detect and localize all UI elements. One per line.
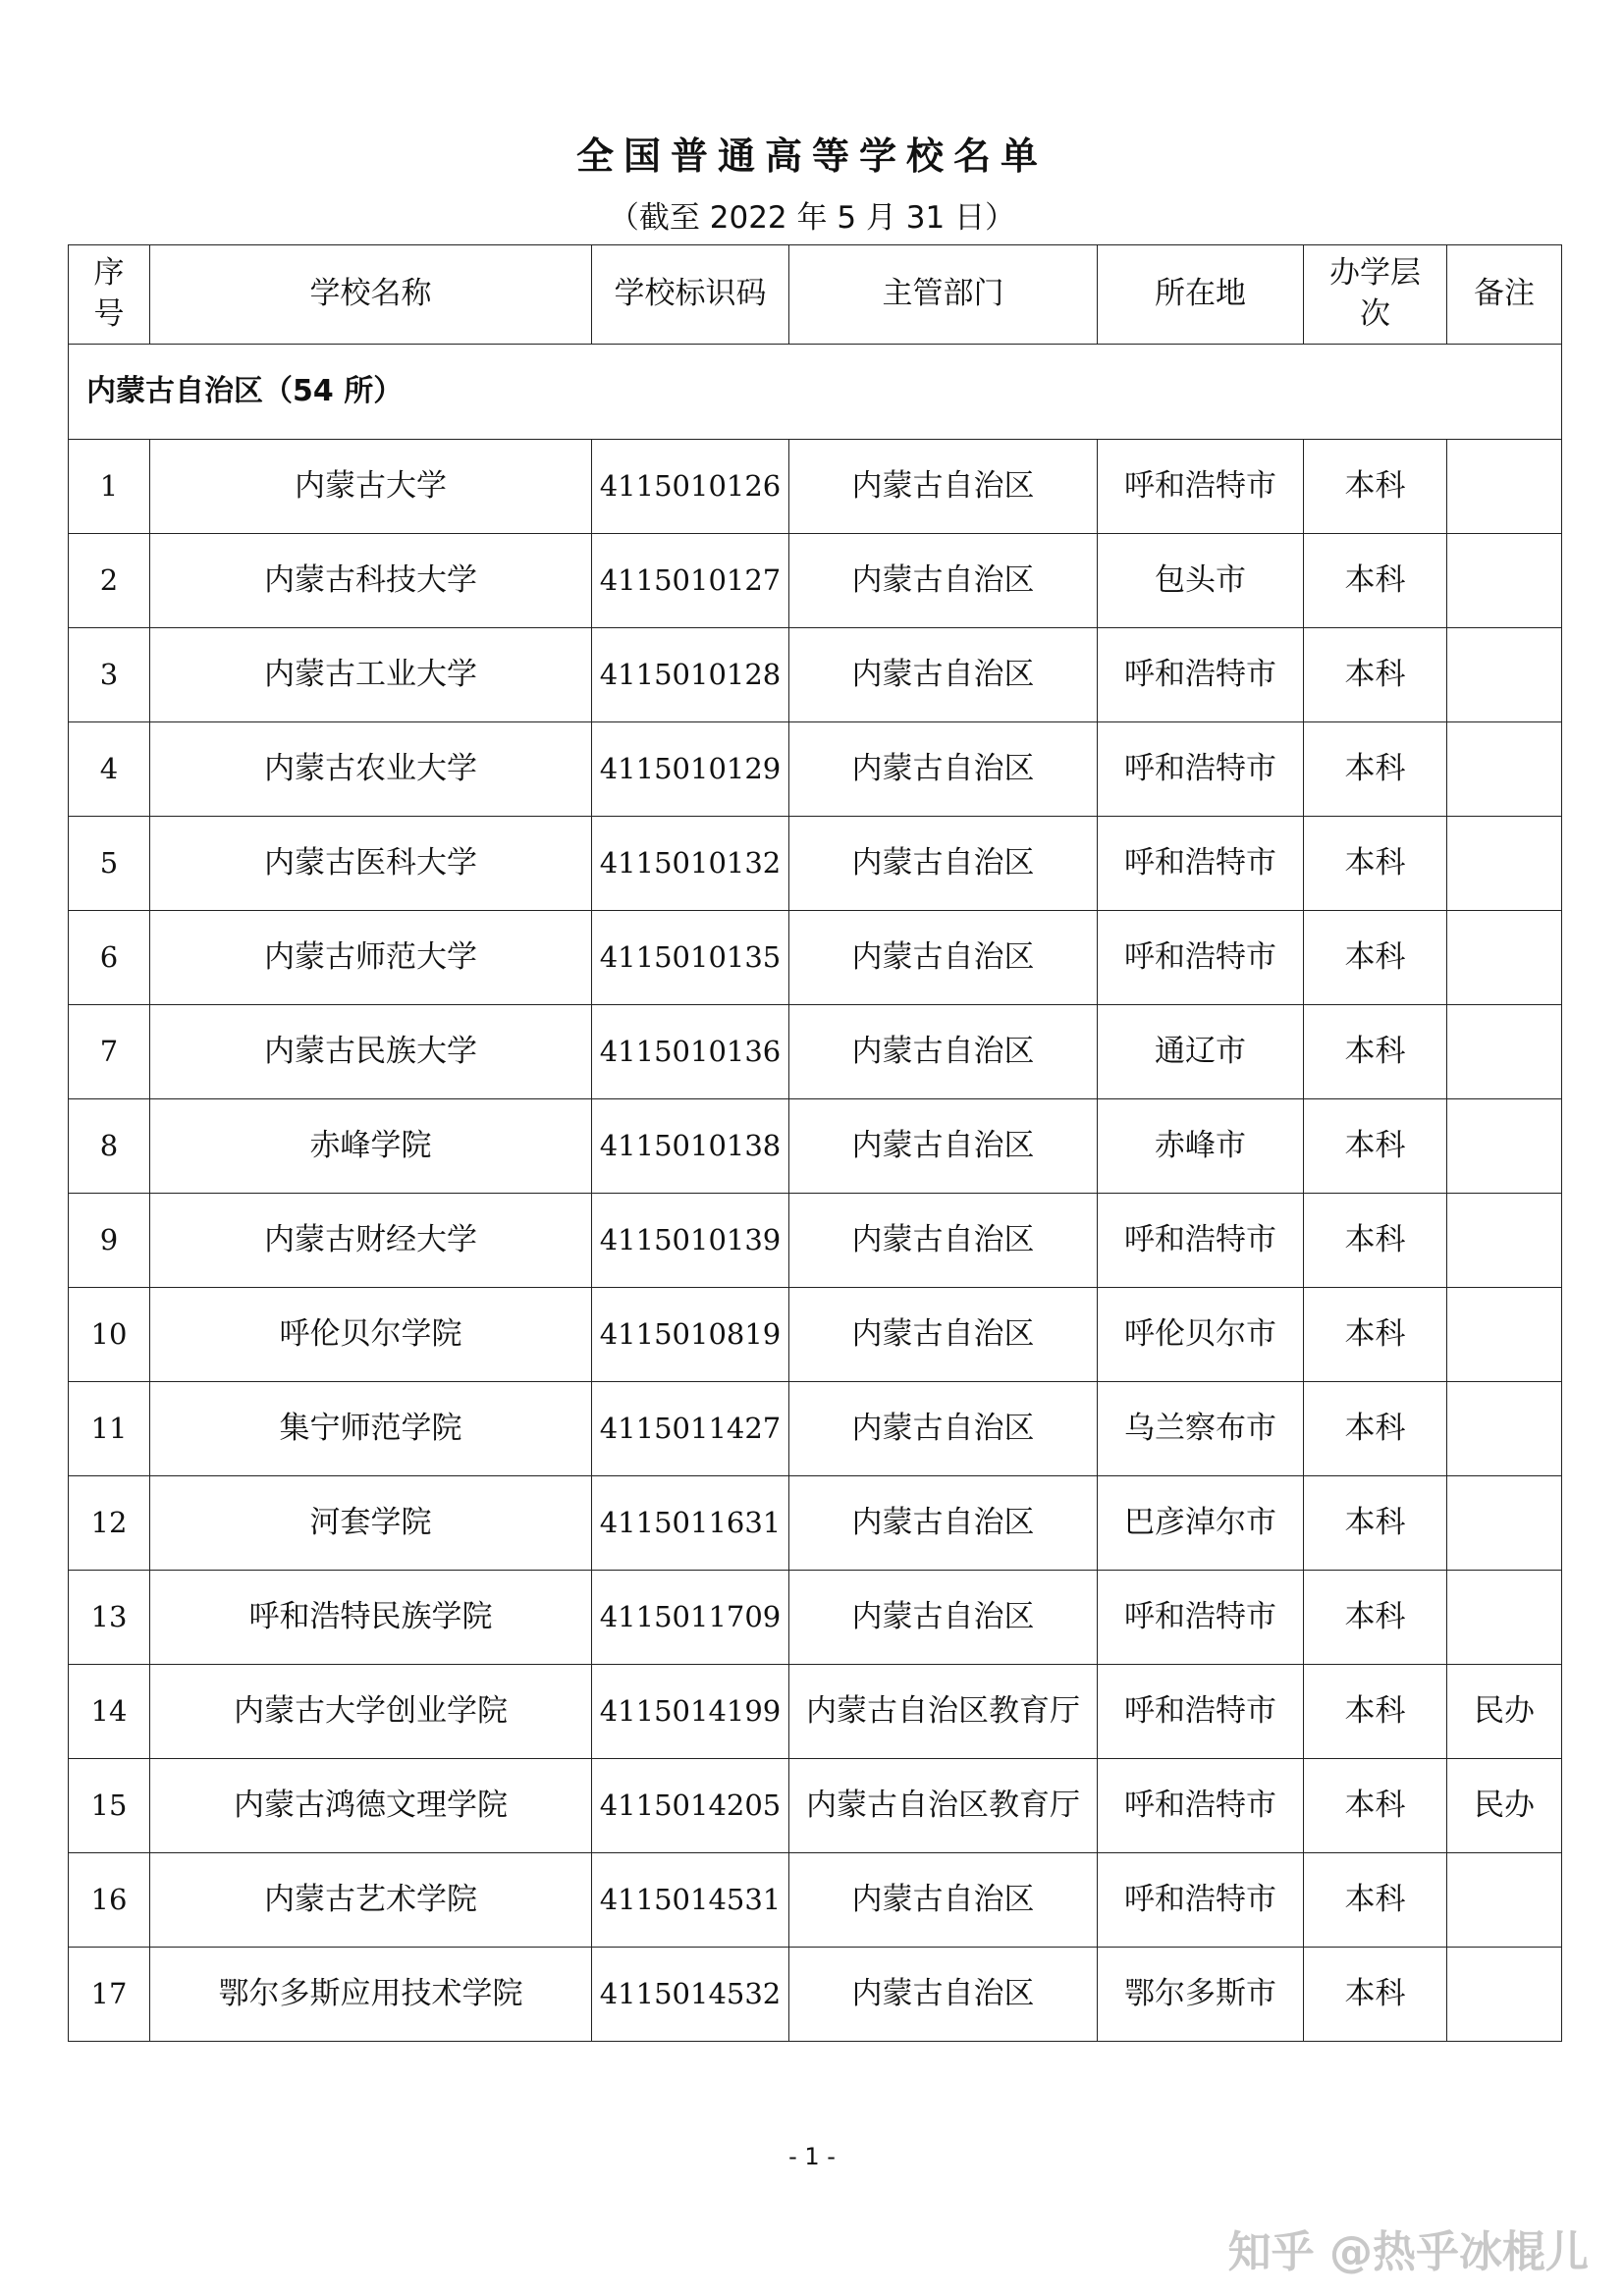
cell-code: 4115010136	[592, 1005, 789, 1099]
cell-note	[1447, 817, 1562, 911]
cell-seq: 13	[69, 1571, 150, 1665]
cell-location: 包头市	[1098, 534, 1304, 628]
table-row	[69, 911, 1562, 1005]
cell-note	[1447, 1571, 1562, 1665]
table-row	[69, 1476, 1562, 1571]
cell-note	[1447, 440, 1562, 534]
cell-level: 本科	[1304, 1005, 1447, 1099]
cell-location: 呼和浩特市	[1098, 911, 1304, 1005]
cell-seq: 12	[69, 1476, 150, 1571]
cell-seq: 11	[69, 1382, 150, 1476]
cell-seq: 4	[69, 722, 150, 817]
cell-dept: 内蒙古自治区教育厅	[789, 1759, 1098, 1853]
cell-level: 本科	[1304, 911, 1447, 1005]
cell-dept: 内蒙古自治区	[789, 1853, 1098, 1948]
table-row	[69, 628, 1562, 722]
table-row	[69, 1665, 1562, 1759]
cell-note	[1447, 534, 1562, 628]
cell-note	[1447, 911, 1562, 1005]
cell-level: 本科	[1304, 1194, 1447, 1288]
cell-code: 4115010138	[592, 1099, 789, 1194]
cell-seq: 6	[69, 911, 150, 1005]
cell-name: 呼伦贝尔学院	[150, 1288, 592, 1382]
cell-name: 内蒙古科技大学	[150, 534, 592, 628]
cell-level: 本科	[1304, 1665, 1447, 1759]
cell-note	[1447, 1099, 1562, 1194]
cell-name: 内蒙古工业大学	[150, 628, 592, 722]
cell-level: 本科	[1304, 1099, 1447, 1194]
header-level: 办学层次	[1304, 245, 1447, 345]
cell-location: 巴彦淖尔市	[1098, 1476, 1304, 1571]
page-number: - 1 -	[788, 2143, 836, 2170]
table-row	[69, 1288, 1562, 1382]
cell-seq: 16	[69, 1853, 150, 1948]
cell-seq: 7	[69, 1005, 150, 1099]
cell-dept: 内蒙古自治区	[789, 911, 1098, 1005]
cell-note	[1447, 1853, 1562, 1948]
cell-code: 4115010126	[592, 440, 789, 534]
table-row	[69, 1194, 1562, 1288]
cell-location: 呼和浩特市	[1098, 722, 1304, 817]
cell-level: 本科	[1304, 1853, 1447, 1948]
cell-dept: 内蒙古自治区	[789, 1476, 1098, 1571]
cell-location: 赤峰市	[1098, 1099, 1304, 1194]
cell-dept: 内蒙古自治区	[789, 1288, 1098, 1382]
cell-code: 4115010128	[592, 628, 789, 722]
cell-code: 4115010132	[592, 817, 789, 911]
cell-seq: 5	[69, 817, 150, 911]
cell-level: 本科	[1304, 1948, 1447, 2042]
cell-dept: 内蒙古自治区	[789, 628, 1098, 722]
cell-name: 集宁师范学院	[150, 1382, 592, 1476]
cell-level: 本科	[1304, 1759, 1447, 1853]
cell-code: 4115010127	[592, 534, 789, 628]
cell-code: 4115011427	[592, 1382, 789, 1476]
cell-location: 鄂尔多斯市	[1098, 1948, 1304, 2042]
cell-dept: 内蒙古自治区	[789, 817, 1098, 911]
cell-seq: 1	[69, 440, 150, 534]
table-row	[69, 817, 1562, 911]
table-row	[69, 1382, 1562, 1476]
header-name: 学校名称	[150, 245, 592, 345]
cell-level: 本科	[1304, 817, 1447, 911]
cell-dept: 内蒙古自治区	[789, 534, 1098, 628]
school-table	[68, 244, 1562, 2042]
cell-code: 4115014532	[592, 1948, 789, 2042]
table-row	[69, 1853, 1562, 1948]
cell-name: 河套学院	[150, 1476, 592, 1571]
cell-location: 呼和浩特市	[1098, 1571, 1304, 1665]
table-row	[69, 440, 1562, 534]
header-note: 备注	[1447, 245, 1562, 345]
table-row	[69, 1571, 1562, 1665]
table-row	[69, 534, 1562, 628]
cell-seq: 10	[69, 1288, 150, 1382]
cell-seq: 3	[69, 628, 150, 722]
cell-note: 民办	[1447, 1759, 1562, 1853]
cell-seq: 15	[69, 1759, 150, 1853]
cell-level: 本科	[1304, 1571, 1447, 1665]
cell-location: 呼和浩特市	[1098, 1853, 1304, 1948]
cell-name: 内蒙古医科大学	[150, 817, 592, 911]
cell-dept: 内蒙古自治区	[789, 1005, 1098, 1099]
cell-location: 通辽市	[1098, 1005, 1304, 1099]
cell-name: 呼和浩特民族学院	[150, 1571, 592, 1665]
cell-name: 内蒙古师范大学	[150, 911, 592, 1005]
cell-location: 呼和浩特市	[1098, 628, 1304, 722]
header-location: 所在地	[1098, 245, 1304, 345]
page-subtitle: （截至 2022 年 5 月 31 日）	[608, 200, 1016, 236]
table-row	[69, 722, 1562, 817]
cell-seq: 2	[69, 534, 150, 628]
cell-location: 呼伦贝尔市	[1098, 1288, 1304, 1382]
table-row	[69, 1099, 1562, 1194]
cell-note: 民办	[1447, 1665, 1562, 1759]
cell-note	[1447, 628, 1562, 722]
cell-seq: 17	[69, 1948, 150, 2042]
table-row	[69, 1759, 1562, 1853]
cell-name: 内蒙古农业大学	[150, 722, 592, 817]
cell-location: 呼和浩特市	[1098, 1194, 1304, 1288]
cell-location: 呼和浩特市	[1098, 1759, 1304, 1853]
cell-level: 本科	[1304, 534, 1447, 628]
cell-code: 4115010129	[592, 722, 789, 817]
cell-seq: 9	[69, 1194, 150, 1288]
header-code: 学校标识码	[592, 245, 789, 345]
cell-code: 4115010135	[592, 911, 789, 1005]
cell-seq: 8	[69, 1099, 150, 1194]
cell-name: 内蒙古大学创业学院	[150, 1665, 592, 1759]
cell-location: 呼和浩特市	[1098, 1665, 1304, 1759]
cell-name: 鄂尔多斯应用技术学院	[150, 1948, 592, 2042]
header-seq: 序号	[69, 245, 150, 345]
cell-note	[1447, 1476, 1562, 1571]
cell-location: 乌兰察布市	[1098, 1382, 1304, 1476]
cell-level: 本科	[1304, 1382, 1447, 1476]
table-header-row	[69, 245, 1562, 345]
cell-note	[1447, 1194, 1562, 1288]
cell-level: 本科	[1304, 628, 1447, 722]
cell-note	[1447, 1382, 1562, 1476]
watermark: 知乎 @热乎冰棍儿	[1227, 2227, 1589, 2277]
cell-name: 内蒙古鸿德文理学院	[150, 1759, 592, 1853]
header-dept: 主管部门	[789, 245, 1098, 345]
cell-location: 呼和浩特市	[1098, 440, 1304, 534]
page-title: 全国普通高等学校名单	[575, 133, 1048, 178]
cell-level: 本科	[1304, 440, 1447, 534]
cell-name: 内蒙古艺术学院	[150, 1853, 592, 1948]
cell-code: 4115014205	[592, 1759, 789, 1853]
cell-name: 内蒙古民族大学	[150, 1005, 592, 1099]
cell-dept: 内蒙古自治区	[789, 1099, 1098, 1194]
cell-level: 本科	[1304, 1476, 1447, 1571]
cell-dept: 内蒙古自治区教育厅	[789, 1665, 1098, 1759]
cell-dept: 内蒙古自治区	[789, 1382, 1098, 1476]
cell-code: 4115010819	[592, 1288, 789, 1382]
table-row	[69, 1948, 1562, 2042]
cell-code: 4115010139	[592, 1194, 789, 1288]
cell-code: 4115014531	[592, 1853, 789, 1948]
cell-level: 本科	[1304, 1288, 1447, 1382]
cell-dept: 内蒙古自治区	[789, 1948, 1098, 2042]
cell-dept: 内蒙古自治区	[789, 440, 1098, 534]
cell-note	[1447, 1948, 1562, 2042]
cell-dept: 内蒙古自治区	[789, 1571, 1098, 1665]
cell-name: 内蒙古财经大学	[150, 1194, 592, 1288]
cell-name: 内蒙古大学	[150, 440, 592, 534]
cell-location: 呼和浩特市	[1098, 817, 1304, 911]
table-body	[69, 345, 1562, 2042]
cell-code: 4115014199	[592, 1665, 789, 1759]
region-label: 内蒙古自治区（54 所）	[69, 345, 1562, 440]
cell-name: 赤峰学院	[150, 1099, 592, 1194]
cell-dept: 内蒙古自治区	[789, 722, 1098, 817]
cell-level: 本科	[1304, 722, 1447, 817]
cell-note	[1447, 1288, 1562, 1382]
cell-code: 4115011631	[592, 1476, 789, 1571]
region-row	[69, 345, 1562, 440]
cell-code: 4115011709	[592, 1571, 789, 1665]
cell-note	[1447, 1005, 1562, 1099]
cell-dept: 内蒙古自治区	[789, 1194, 1098, 1288]
table-row	[69, 1005, 1562, 1099]
cell-note	[1447, 722, 1562, 817]
cell-seq: 14	[69, 1665, 150, 1759]
